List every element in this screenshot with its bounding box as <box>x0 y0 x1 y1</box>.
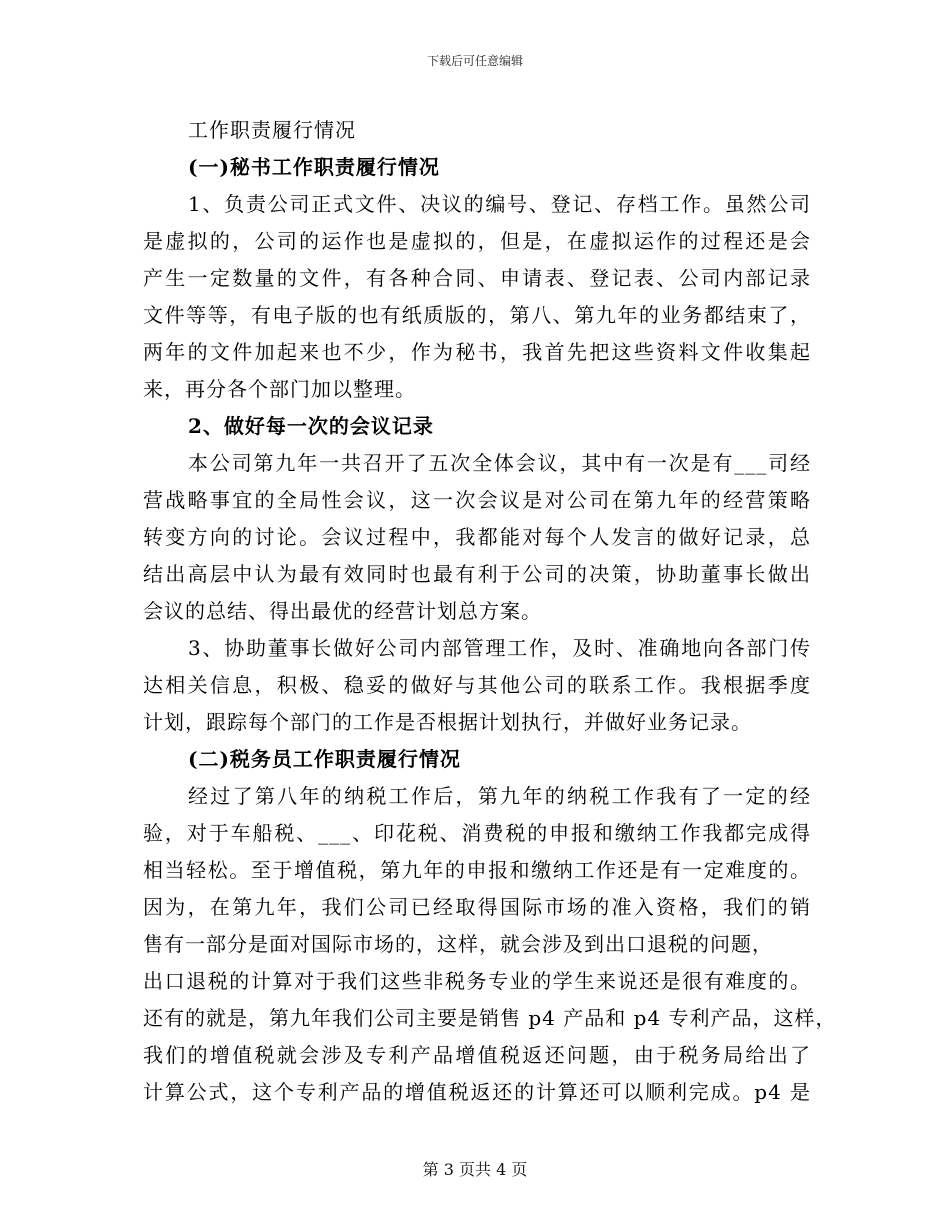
page-footer: 第 3 页共 4 页 <box>422 1160 528 1179</box>
paragraph-line: 转变方向的讨论。会议过程中，我都能对每个人发言的做好记录，总 <box>143 525 811 549</box>
paragraph-line: 相当轻松。至于增值税，第九年的申报和缴纳工作还是有一定难度的。 <box>143 858 811 882</box>
paragraph-line: 因为，在第九年，我们公司已经取得国际市场的准入资格，我们的销 <box>143 895 811 919</box>
paragraph-line: 还有的就是，第九年我们公司主要是销售 p4 产品和 p4 专利产品，这样， <box>143 1006 837 1030</box>
paragraph-line: 3、协助董事长做好公司内部管理工作，及时、准确地向各部门传 <box>188 636 811 660</box>
paragraph-line: 经过了第八年的纳税工作后，第九年的纳税工作我有了一定的经 <box>188 784 811 808</box>
paragraph-line: 计算公式，这个专利产品的增值税返还的计算还可以顺利完成。p4 是 <box>143 1080 811 1104</box>
paragraph-line: 计划，跟踪每个部门的工作是否根据计划执行，并做好业务记录。 <box>143 710 752 734</box>
paragraph-line: 是虚拟的，公司的运作也是虚拟的，但是，在虚拟运作的过程还是会 <box>143 229 811 253</box>
paragraph-line: 达相关信息，积极、稳妥的做好与其他公司的联系工作。我根据季度 <box>143 673 811 697</box>
paragraph-line: 会议的总结、得出最优的经营计划总方案。 <box>143 599 542 623</box>
paragraph-line: 验，对于车船税、___、印花税、消费税的申报和缴纳工作我都完成得 <box>143 821 811 845</box>
paragraph-line: 营战略事宜的全局性会议，这一次会议是对公司在第九年的经营策略 <box>143 488 811 512</box>
paragraph-line: 产生一定数量的文件，有各种合同、申请表、登记表、公司内部记录 <box>143 266 811 290</box>
paragraph-line: 我们的增值税就会涉及专利产品增值税返还问题，由于税务局给出了 <box>143 1043 811 1067</box>
paragraph-line: 出口退税的计算对于我们这些非税务专业的学生来说还是很有难度的。 <box>143 969 811 993</box>
paragraph-line: 结出高层中认为最有效同时也最有利于公司的决策，协助董事长做出 <box>143 562 811 586</box>
subsection-heading-tax: (二)税务员工作职责履行情况 <box>188 747 461 771</box>
page-header: 下载后可任意编辑 <box>426 54 523 68</box>
section-title: 工作职责履行情况 <box>188 118 356 142</box>
paragraph-line: 来，再分各个部门加以整理。 <box>143 377 416 401</box>
paragraph-line: 本公司第九年一共召开了五次全体会议，其中有一次是有___司经 <box>188 451 811 475</box>
paragraph-line: 1、负责公司正式文件、决议的编号、登记、存档工作。虽然公司 <box>188 192 811 216</box>
subsection-heading-meeting: 2、做好每一次的会议记录 <box>188 414 434 438</box>
paragraph-line: 文件等等，有电子版的也有纸质版的，第八、第九年的业务都结束了， <box>143 303 811 327</box>
subsection-heading-secretary: (一)秘书工作职责履行情况 <box>188 155 440 179</box>
paragraph-line: 售有一部分是面对国际市场的，这样，就会涉及到出口退税的问题， <box>143 932 773 956</box>
document-body <box>143 112 837 1111</box>
paragraph-line: 两年的文件加起来也不少，作为秘书，我首先把这些资料文件收集起 <box>143 340 811 364</box>
